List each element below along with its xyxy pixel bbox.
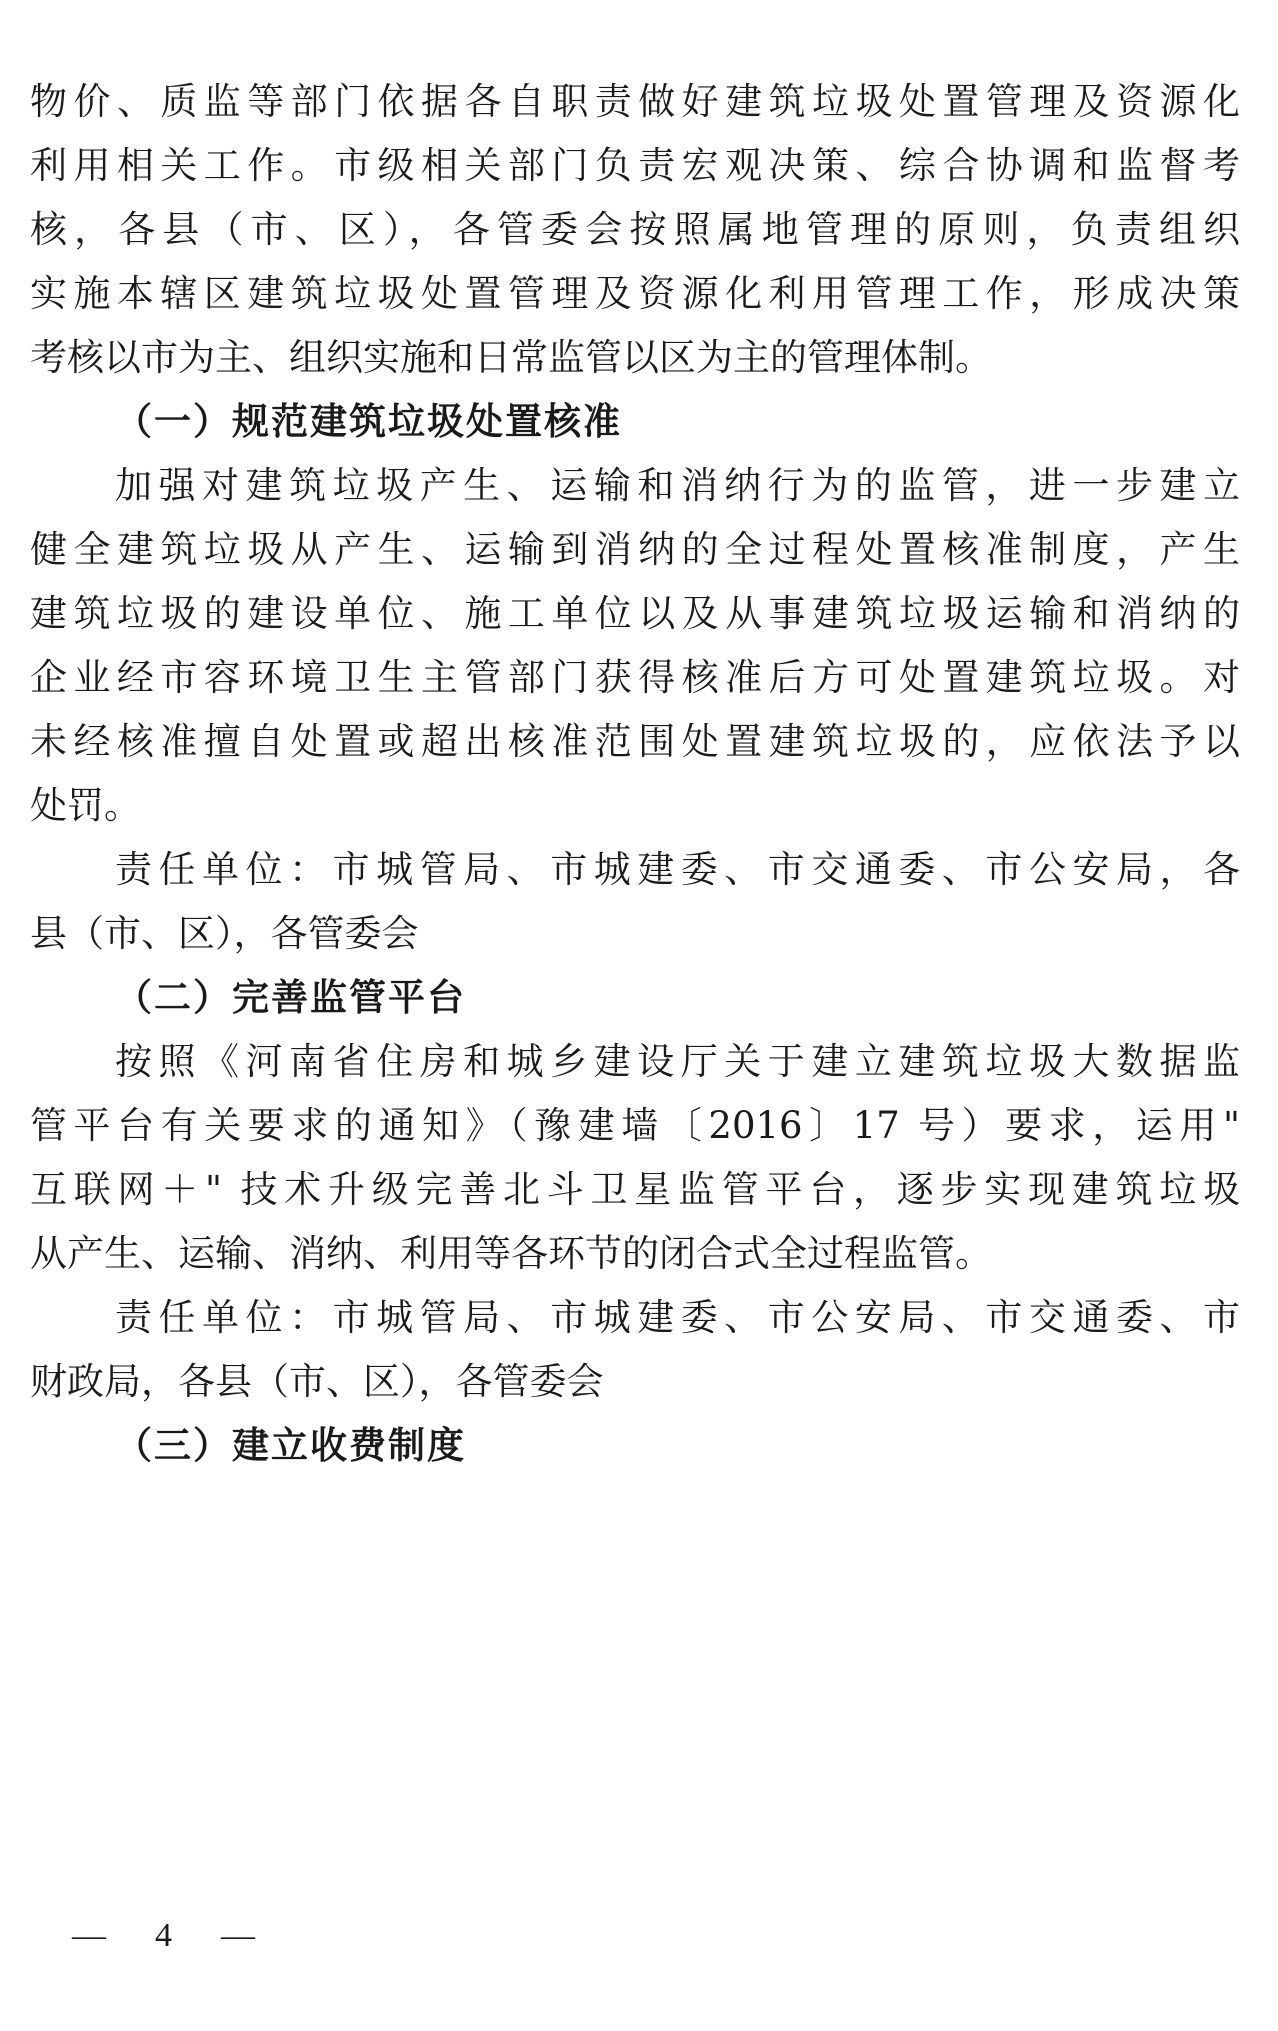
section-heading-2: （二）完善监管平台 xyxy=(115,976,466,1019)
paragraph-line: 处罚。 xyxy=(30,784,141,827)
paragraph-line: 建筑垃圾的建设单位、施工单位以及从事建筑垃圾运输和消纳的 xyxy=(30,592,1240,635)
responsibility-line: 责任单位：市城管局、市城建委、市交通委、市公安局，各 xyxy=(115,848,1240,891)
paragraph-line: 管平台有关要求的通知》（豫建墙〔2016〕17 号）要求，运用" xyxy=(30,1104,1240,1147)
paragraph-line: 未经核准擅自处置或超出核准范围处置建筑垃圾的，应依法予以 xyxy=(30,720,1240,763)
section-heading-3: （三）建立收费制度 xyxy=(115,1424,466,1467)
footer-dash-left: — xyxy=(72,1917,106,1954)
page-number: 4 xyxy=(155,1917,172,1954)
responsibility-line: 县（市、区），各管委会 xyxy=(30,912,419,955)
paragraph-line: 企业经市容环境卫生主管部门获得核准后方可处置建筑垃圾。对 xyxy=(30,656,1240,699)
paragraph-line: 加强对建筑垃圾产生、运输和消纳行为的监管，进一步建立 xyxy=(115,464,1240,507)
paragraph-line: 健全建筑垃圾从产生、运输到消纳的全过程处置核准制度，产生 xyxy=(30,528,1240,571)
responsibility-line: 责任单位：市城管局、市城建委、市公安局、市交通委、市 xyxy=(115,1296,1240,1339)
responsibility-line: 财政局，各县（市、区），各管委会 xyxy=(30,1360,604,1403)
footer-dash-right: — xyxy=(221,1917,255,1954)
paragraph-line: 物价、质监等部门依据各自职责做好建筑垃圾处置管理及资源化 xyxy=(30,80,1240,123)
paragraph-line: 核，各县（市、区），各管委会按照属地管理的原则，负责组织 xyxy=(30,208,1240,251)
paragraph-line: 实施本辖区建筑垃圾处置管理及资源化利用管理工作，形成决策 xyxy=(30,272,1240,315)
page-footer xyxy=(60,1908,267,1964)
paragraph-line: 从产生、运输、消纳、利用等各环节的闭合式全过程监管。 xyxy=(30,1232,992,1275)
paragraph-line: 考核以市为主、组织实施和日常监管以区为主的管理体制。 xyxy=(30,336,992,379)
paragraph-line: 利用相关工作。市级相关部门负责宏观决策、综合协调和监督考 xyxy=(30,144,1240,187)
section-heading-1: （一）规范建筑垃圾处置核准 xyxy=(115,400,622,443)
paragraph-line: 互联网＋" 技术升级完善北斗卫星监管平台，逐步实现建筑垃圾 xyxy=(30,1168,1240,1211)
paragraph-line: 按照《河南省住房和城乡建设厅关于建立建筑垃圾大数据监 xyxy=(115,1040,1240,1083)
